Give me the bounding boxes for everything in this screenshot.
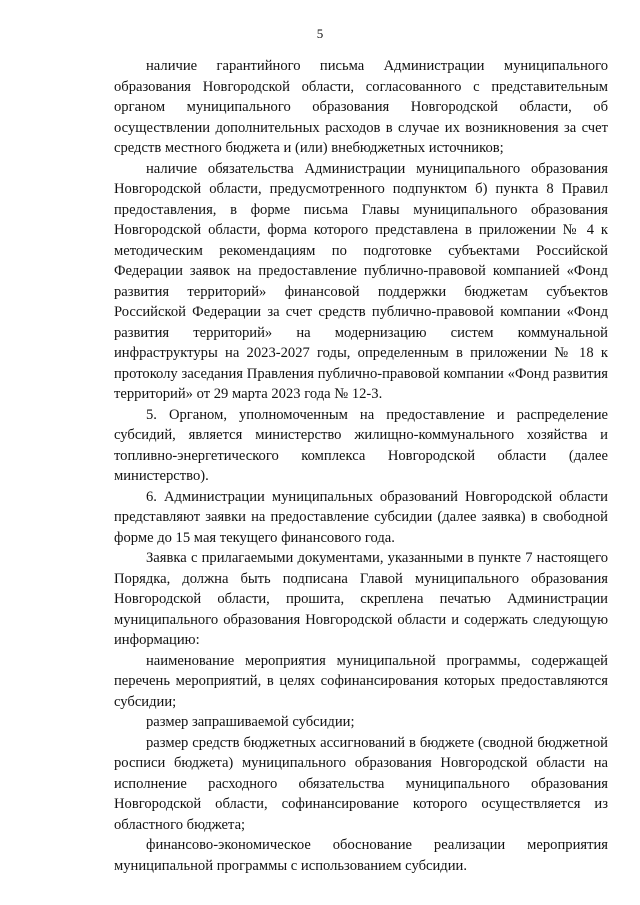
document-body (114, 56, 608, 876)
page-number: 5 (316, 26, 324, 41)
paragraph-item-5: 5. Органом, уполномоченным на предоставление и распределение субсидий, является министерство жилищно-коммунального хозяйства и топливно-энергетического комплекса Новгородской области (далее министерство). (114, 406, 608, 484)
paragraph-budget-allocations: размер средств бюджетных ассигнований в бюджете (сводной бюджетной росписи бюджета) муниципального образования Новгородской области на исполнение расходного обязательства муниципального образования Новгородской области, софинансирование которого осуществляется из областного бюджета; (114, 734, 608, 833)
paragraph-application-requirements: Заявка с прилагаемыми документами, указанными в пункте 7 настоящего Порядка, должна быть подписана Главой муниципального образования Новгородской области, прошита, скреплена печатью Администрации муниципального образования Новгородской области и содержать следующую информацию: (114, 550, 608, 648)
paragraph-subsidy-amount: размер запрашиваемой субсидии; (146, 714, 355, 730)
paragraph-measure-name: наименование мероприятия муниципальной программы, содержащей перечень мероприятий, в целях софинансирования которых предоставляются субсидии; (114, 652, 608, 710)
paragraph-item-6: 6. Администрации муниципальных образований Новгородской области представляют заявки на предоставление субсидии (далее заявка) в свободной форме до 15 мая текущего финансового года. (114, 488, 608, 546)
paragraph-economic-justification: финансово-экономическое обоснование реализации мероприятия муниципальной программы с использованием субсидии. (114, 837, 608, 874)
paragraph-obligation: наличие обязательства Администрации муниципального образования Новгородской области, предусмотренного подпунктом б) пункта 8 Правил предоставления, в форме письма Главы муниципального образования Новгородской области, форма которого представлена в приложении № 4 к методическим рекомендациям по подготовке субъектами Российской Федерации заявок на предоставление публично-правовой компанией «Фонд развития территорий» финансовой поддержки бюджетам субъектов Российской Федерации за счет средств публично-правовой компании «Фонд развития территорий» на модернизацию систем коммунальной инфраструктуры на 2023-2027 годы, определенным в приложении № 18 к протоколу заседания Правления публично-правовой компании «Фонд развития территорий» от 29 марта 2023 года № 12-3. (114, 160, 608, 402)
paragraph-guarantee-letter: наличие гарантийного письма Администрации муниципального образования Новгородской области, согласованного с представительным органом муниципального образования Новгородской области, об осуществлении дополнительных расходов в случае их возникновения за счет средств местного бюджета и (или) внебюджетных источников; (114, 58, 608, 156)
